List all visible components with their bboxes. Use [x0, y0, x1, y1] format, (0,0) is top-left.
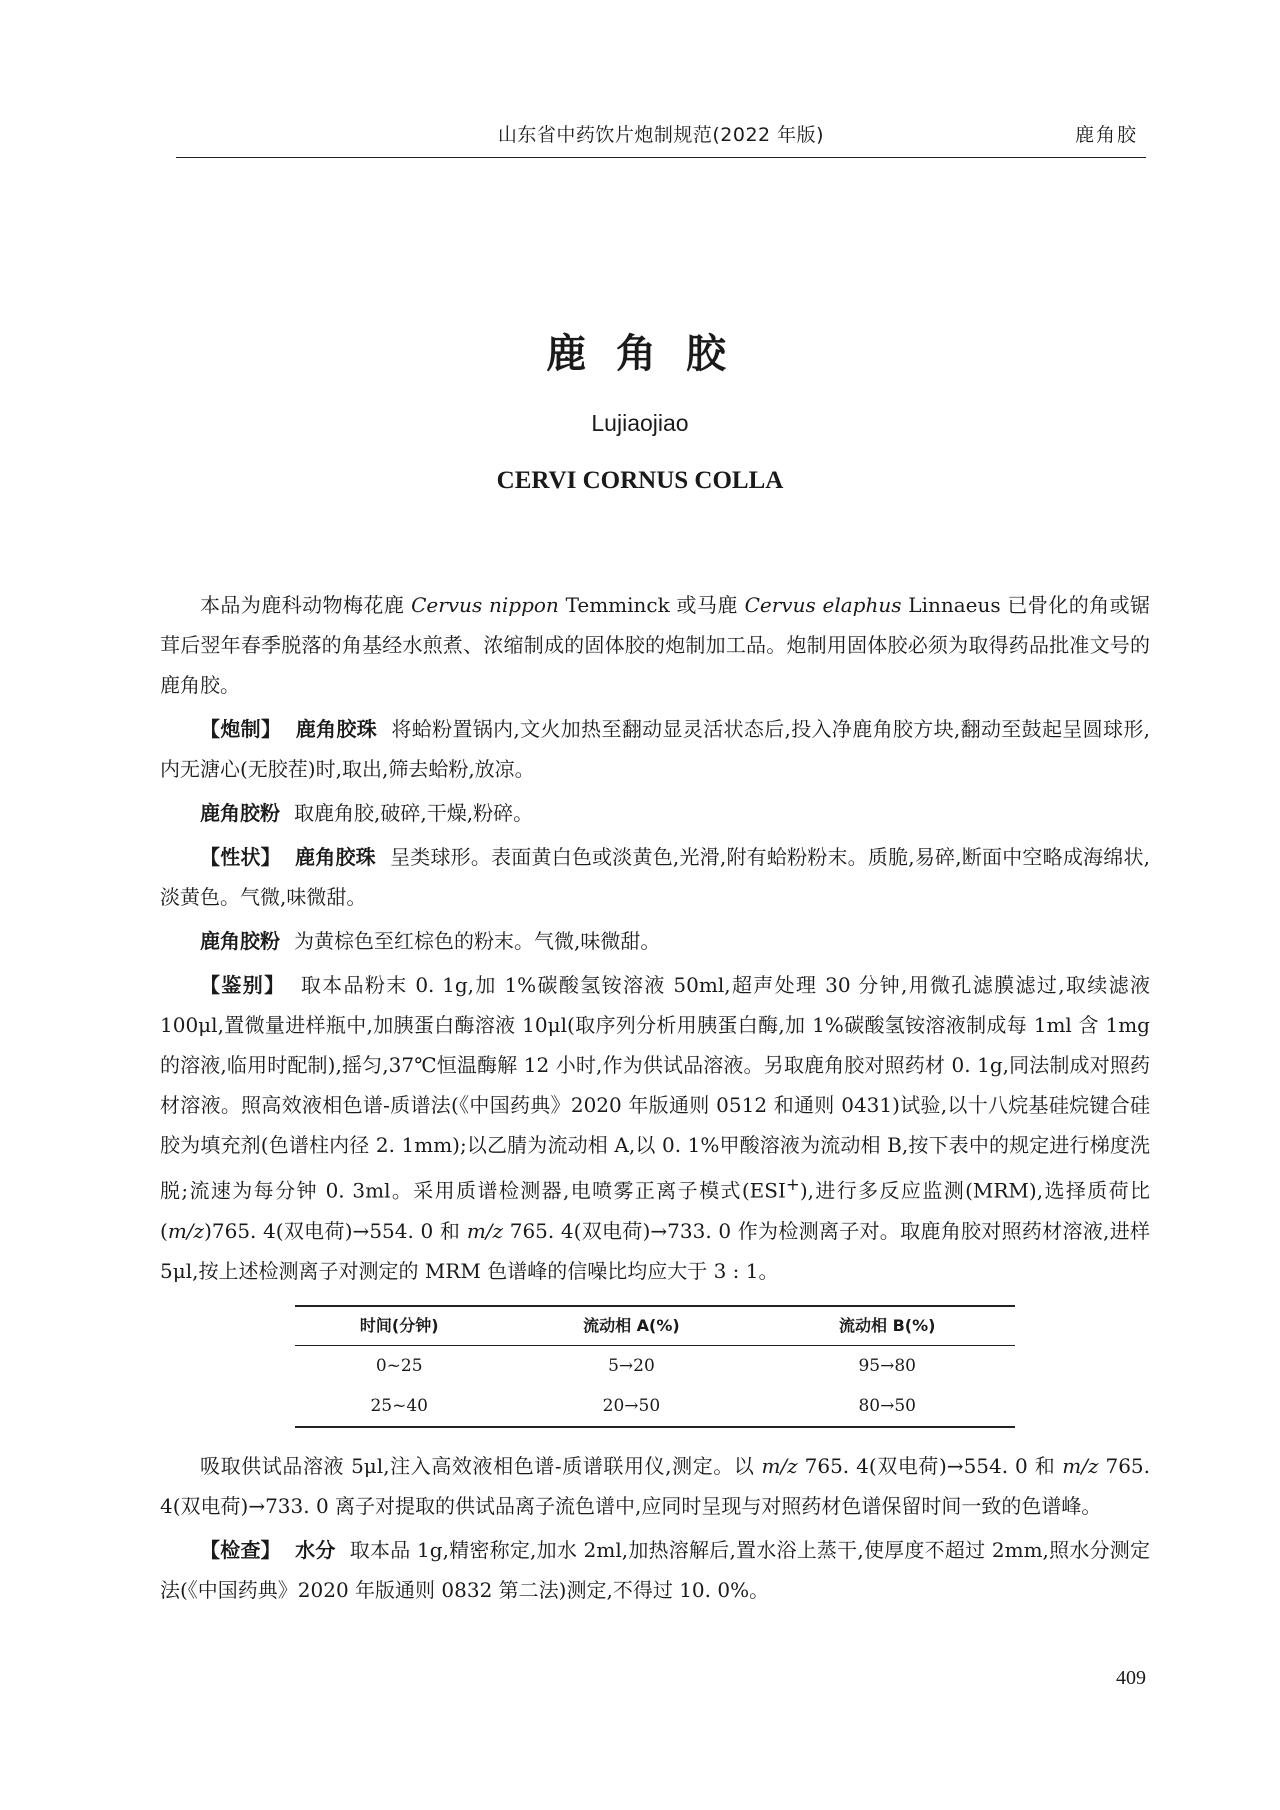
table-header-cell: 流动相 B(%) — [839, 1315, 936, 1335]
description-beads-text: 呈类球形。表面黄白色或淡黄色,光滑,附有蛤粉粉末。质脆,易碎,断面中空略成海绵状,淡黄色。气微,味微甜。 — [160, 845, 1151, 909]
book-title: 山东省中药饮片炮制规范(2022 年版) — [497, 124, 825, 146]
superscript: + — [785, 1175, 800, 1194]
mz-symbol: m/z — [761, 1453, 798, 1478]
subsection-label: 鹿角胶粉 — [200, 929, 280, 953]
table-cell: 20→50 — [602, 1395, 661, 1416]
section-label-inspection: 【检查】 — [200, 1537, 281, 1562]
identification-text: )765. 4(双电荷)→554. 0 和 — [204, 1218, 467, 1243]
subsection-label: 鹿角胶粉 — [200, 801, 280, 825]
table-row — [295, 1345, 1015, 1386]
section-label-identification: 【鉴别】 — [200, 973, 286, 997]
after-table-text: 765. 4(双电荷)→554. 0 和 — [797, 1453, 1063, 1478]
after-table-text: 吸取供试品溶液 5μl,注入高效液相色谱-质谱联用仪,测定。以 — [200, 1453, 762, 1478]
mz-symbol: m/z — [167, 1218, 205, 1243]
mz-symbol: m/z — [466, 1218, 504, 1243]
table-cell: 80→50 — [858, 1395, 916, 1416]
mz-symbol: m/z — [1062, 1453, 1099, 1478]
section-label-description: 【性状】 — [200, 845, 281, 869]
intro-text: Linnaeus 已骨化的角或锯茸后翌年春季脱落的角基经水煎煮、浓缩制成的固体胶的炮制加工品。炮制用固体胶必须为取得药品批准文号的鹿角胶。 — [160, 593, 1150, 697]
intro-text: Temminck 或马鹿 — [558, 593, 745, 617]
monograph-title: 鹿 角 胶 — [546, 331, 734, 377]
table-cell: 95→80 — [858, 1355, 916, 1376]
inspection-water-text: 取本品 1g,精密称定,加水 2ml,加热溶解后,置水浴上蒸干,使厚度不超过 2mm,照水分测定法(《中国药典》2020 年版通则 0832 第二法)测定,不得过 10. 0%。 — [160, 1537, 1151, 1602]
description-powder-paragraph — [160, 921, 1150, 961]
subsection-label: 鹿角胶珠 — [294, 845, 376, 869]
monograph-latin-name: CERVI CORNUS COLLA — [496, 467, 784, 494]
table-cell: 5→20 — [608, 1355, 655, 1376]
species-name: Cervus elaphus — [744, 593, 902, 617]
after-table-text: 765. 4(双电荷)→733. 0 离子对提取的供试品离子流色谱中,应同时呈现与对照药材色谱保留时间一致的色谱峰。 — [160, 1453, 1150, 1518]
table-row — [295, 1386, 1015, 1427]
processing-paragraph — [160, 709, 1150, 789]
intro-paragraph — [160, 585, 1150, 705]
table-header-cell: 时间(分钟) — [359, 1315, 439, 1335]
table-cell: 0~25 — [375, 1355, 423, 1376]
monograph-pinyin: Lujiaojiao — [591, 410, 689, 436]
page-number: 409 — [1116, 1667, 1146, 1689]
running-header — [176, 118, 1146, 152]
after-table-paragraph — [160, 1446, 1150, 1526]
intro-text: 本品为鹿科动物梅花鹿 — [200, 593, 412, 617]
subsection-label: 水分 — [294, 1537, 336, 1562]
species-name: Cervus nippon — [411, 593, 559, 617]
description-paragraph — [160, 837, 1150, 917]
gradient-table — [295, 1305, 1015, 1428]
identification-paragraph — [160, 965, 1150, 1291]
section-label-processing: 【炮制】 — [200, 717, 282, 741]
monograph-body — [160, 585, 1150, 1614]
inspection-paragraph — [160, 1530, 1150, 1610]
identification-text: 取本品粉末 0. 1g,加 1%碳酸氢铵溶液 50ml,超声处理 30 分钟,用微孔滤膜滤过,取续滤液 100μl,置微量进样瓶中,加胰蛋白酶溶液 10μl(取序列分析用胰蛋白酶,加 1%碳酸氢铵溶液制成每 1ml 含 1mg 的溶液,临用时配制),摇匀,37℃恒温酶解 12 小时,作为供试品溶液。另取鹿角胶对照药材 0. 1g,同法制成对照药材溶液。照高效液相色谱-质谱法(《中国药典》2020 年版通则 0512 和通则 0431)试验,以十八烷基硅烷键合硅胶为填充剂(色谱柱内径 2. 1mm);以乙腈为流动相 A,以 0. 1%甲酸溶液为流动相 B,按下表中的规定进行梯度洗脱;流速为每分钟 0. 3ml。采用质谱检测器,电喷雾正离子模式(ESI — [160, 973, 1151, 1203]
identification-text: ),进行多反应监测(MRM),选择质荷比( — [160, 1178, 1151, 1243]
description-powder-text: 为黄棕色至红棕色的粉末。气微,味微甜。 — [294, 929, 661, 953]
table-cell: 25~40 — [370, 1395, 428, 1416]
table-header-cell: 流动相 A(%) — [583, 1315, 680, 1335]
processing-powder-text: 取鹿角胶,破碎,干燥,粉碎。 — [294, 801, 534, 825]
identification-text: 765. 4(双电荷)→733. 0 作为检测离子对。取鹿角胶对照药材溶液,进样 5μl,按上述检测离子对测定的 MRM 色谱峰的信噪比均应大于 3 : 1。 — [160, 1218, 1150, 1283]
entry-name: 鹿角胶 — [1074, 124, 1138, 146]
processing-powder-paragraph — [160, 793, 1150, 833]
header-rule — [176, 157, 1146, 158]
subsection-label: 鹿角胶珠 — [295, 717, 378, 741]
processing-beads-text: 将蛤粉置锅内,文火加热至翻动显灵活状态后,投入净鹿角胶方块,翻动至鼓起呈圆球形,内无溏心(无胶茬)时,取出,筛去蛤粉,放凉。 — [160, 717, 1151, 781]
table-header-row — [295, 1306, 1015, 1346]
